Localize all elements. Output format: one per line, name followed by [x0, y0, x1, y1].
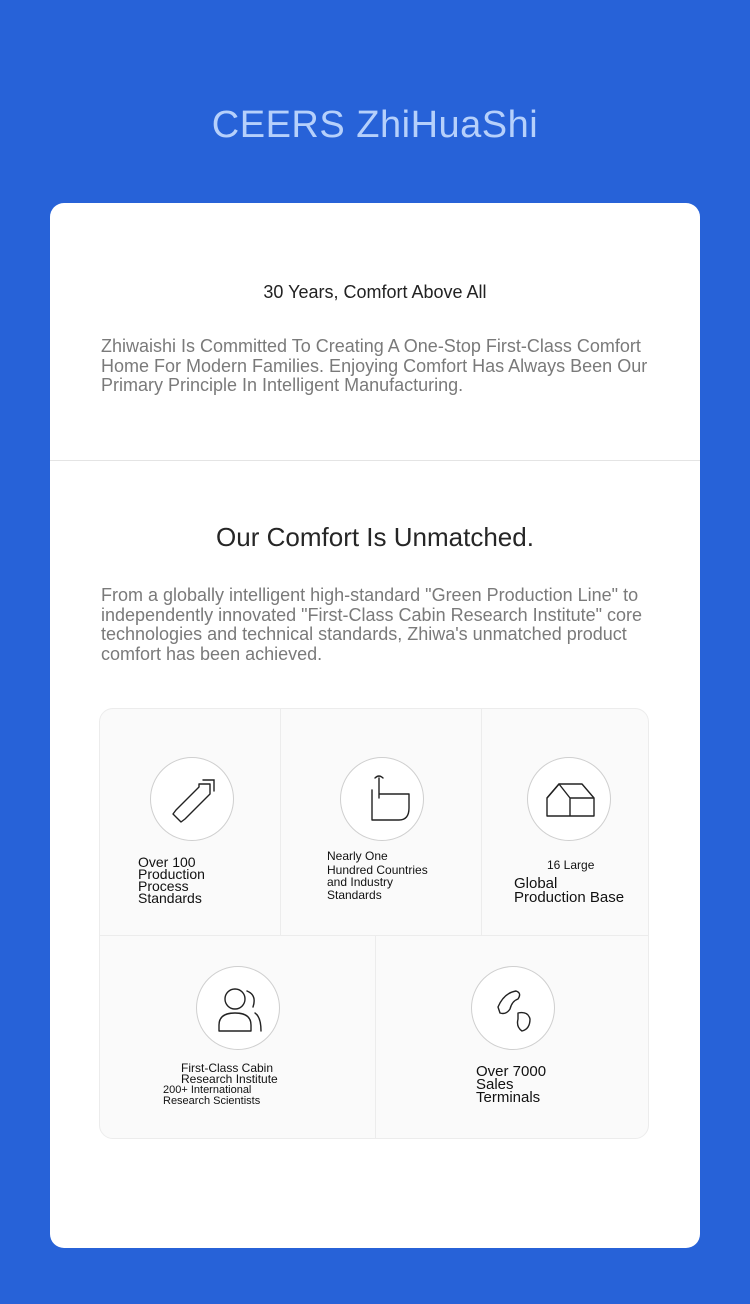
feature-line: Hundred Countries: [327, 863, 428, 877]
feature-line: First-Class Cabin: [181, 1061, 274, 1075]
feature-small-label: 16 Large: [547, 858, 595, 872]
hand-pointer-icon: [340, 757, 424, 841]
feature-grid: [99, 708, 649, 1139]
feature-line: Production Base: [514, 889, 625, 906]
feature-sales-terminals: [376, 936, 649, 1139]
comfort-paragraph: From a globally intelligent high-standard "Green Production Line" to independently innovated "First-Class Cabin Research Institute" core technologies and technical standards, Zhiwa's unmatched product comfort has been achieved.: [101, 585, 643, 664]
feature-line: 200+ International: [163, 1084, 252, 1096]
feature-research-institute: [100, 936, 376, 1139]
wrench-icon: [150, 757, 234, 841]
section-divider: [50, 460, 700, 461]
feature-line: Process: [138, 878, 189, 894]
feature-production-standards: [100, 709, 281, 936]
feature-line: Production: [138, 866, 205, 882]
intro-paragraph: Zhiwaishi Is Committed To Creating A One-Stop First-Class Comfort Home For Modern Families. Enjoying Comfort Has Always Been Our Primary Principle In Intelligent Manufacturing.: [101, 336, 648, 395]
feature-production-bases: [482, 709, 649, 936]
people-icon: [196, 966, 280, 1050]
feature-line: Global: [514, 875, 558, 892]
comfort-heading: Our Comfort Is Unmatched.: [216, 522, 534, 552]
feature-line: Sales: [476, 1076, 514, 1093]
content-card: [50, 203, 700, 1248]
feature-line: Over 100: [138, 854, 196, 870]
feature-line: and Industry: [327, 875, 394, 889]
feature-line: Over 7000: [476, 1063, 547, 1080]
feature-line: Research Institute: [181, 1072, 278, 1086]
house-icon: [527, 757, 611, 841]
globe-continents-icon: [471, 966, 555, 1050]
feature-line: Terminals: [476, 1089, 541, 1106]
feature-line: Standards: [327, 888, 382, 902]
feature-line: Research Scientists: [163, 1095, 261, 1107]
feature-country-standards: [281, 709, 482, 936]
page-brand-title: CEERS ZhiHuaShi: [211, 104, 539, 146]
feature-line: Nearly One: [327, 849, 388, 863]
feature-line: Standards: [138, 890, 202, 906]
intro-heading: 30 Years, Comfort Above All: [263, 282, 487, 302]
